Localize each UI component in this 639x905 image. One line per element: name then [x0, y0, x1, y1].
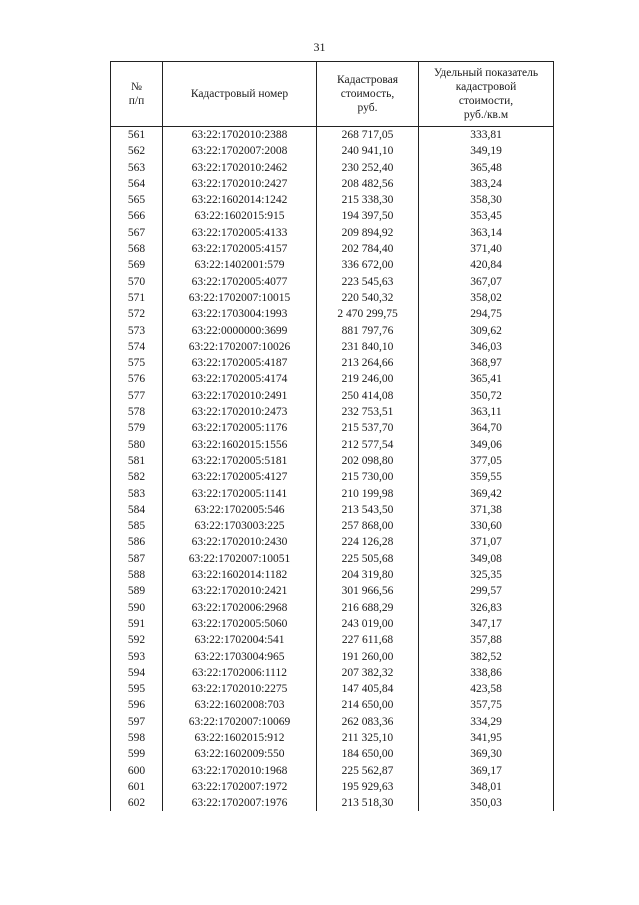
cell-row-number: 593 — [111, 649, 163, 665]
cell-cadastral-number: 63:22:1702005:4187 — [163, 355, 317, 371]
header-cadastral-number: Кадастровый номер — [163, 62, 317, 127]
cell-row-number: 595 — [111, 681, 163, 697]
table-row — [111, 437, 554, 453]
cell-cadastral-number: 63:22:1702010:2491 — [163, 388, 317, 404]
cell-specific-index: 349,06 — [419, 437, 554, 453]
table-row — [111, 697, 554, 713]
cell-cadastral-number: 63:22:1702010:2427 — [163, 176, 317, 192]
cell-cadastral-cost: 215 338,30 — [317, 192, 419, 208]
cell-cadastral-cost: 225 505,68 — [317, 551, 419, 567]
cell-row-number: 570 — [111, 274, 163, 290]
cell-specific-index: 346,03 — [419, 339, 554, 355]
table-row — [111, 534, 554, 550]
table-row — [111, 420, 554, 436]
header-cost-line1: Кадастровая — [336, 74, 399, 86]
cell-specific-index: 371,38 — [419, 502, 554, 518]
table-row — [111, 779, 554, 795]
cell-specific-index: 357,88 — [419, 632, 554, 648]
table-body — [111, 127, 554, 812]
cell-row-number: 599 — [111, 746, 163, 762]
cell-cadastral-number: 63:22:1702005:4077 — [163, 274, 317, 290]
cell-cadastral-cost: 225 562,87 — [317, 763, 419, 779]
cell-specific-index: 358,30 — [419, 192, 554, 208]
cell-cadastral-cost: 250 414,08 — [317, 388, 419, 404]
cell-row-number: 575 — [111, 355, 163, 371]
cell-row-number: 567 — [111, 225, 163, 241]
cell-cadastral-cost: 240 941,10 — [317, 143, 419, 159]
cell-cadastral-number: 63:22:1702007:1972 — [163, 779, 317, 795]
cell-cadastral-number: 63:22:1402001:579 — [163, 257, 317, 273]
cell-cadastral-cost: 210 199,98 — [317, 486, 419, 502]
table-row — [111, 192, 554, 208]
cell-cadastral-number: 63:22:0000000:3699 — [163, 323, 317, 339]
cell-specific-index: 348,01 — [419, 779, 554, 795]
cell-cadastral-number: 63:22:1702007:10026 — [163, 339, 317, 355]
cell-row-number: 597 — [111, 714, 163, 730]
table-row — [111, 241, 554, 257]
cell-cadastral-number: 63:22:1702010:1968 — [163, 763, 317, 779]
cell-row-number: 581 — [111, 453, 163, 469]
cell-cadastral-cost: 231 840,10 — [317, 339, 419, 355]
table-row — [111, 583, 554, 599]
cell-cadastral-number: 63:22:1702005:4127 — [163, 469, 317, 485]
cell-specific-index: 383,24 — [419, 176, 554, 192]
cell-specific-index: 377,05 — [419, 453, 554, 469]
table-row — [111, 600, 554, 616]
cell-row-number: 586 — [111, 534, 163, 550]
cell-cadastral-cost: 194 397,50 — [317, 208, 419, 224]
table-row — [111, 665, 554, 681]
header-cadastral-cost — [317, 62, 419, 127]
cell-cadastral-cost: 219 246,00 — [317, 371, 419, 387]
cell-cadastral-cost: 202 784,40 — [317, 241, 419, 257]
cell-cadastral-cost: 243 019,00 — [317, 616, 419, 632]
table-row — [111, 746, 554, 762]
table-row — [111, 486, 554, 502]
cell-specific-index: 369,17 — [419, 763, 554, 779]
cell-cadastral-number: 63:22:1702005:4174 — [163, 371, 317, 387]
cell-cadastral-number: 63:22:1702004:541 — [163, 632, 317, 648]
table-row — [111, 649, 554, 665]
header-row-number — [111, 62, 163, 127]
cell-cadastral-cost: 215 730,00 — [317, 469, 419, 485]
cell-cadastral-cost: 202 098,80 — [317, 453, 419, 469]
table-row — [111, 404, 554, 420]
table-row — [111, 763, 554, 779]
cell-specific-index: 423,58 — [419, 681, 554, 697]
cell-cadastral-number: 63:22:1702007:1976 — [163, 795, 317, 811]
cell-cadastral-cost: 209 894,92 — [317, 225, 419, 241]
cell-row-number: 566 — [111, 208, 163, 224]
cell-cadastral-number: 63:22:1702010:2421 — [163, 583, 317, 599]
cell-cadastral-number: 63:22:1702005:4157 — [163, 241, 317, 257]
cell-specific-index: 363,11 — [419, 404, 554, 420]
cell-cadastral-number: 63:22:1702007:10015 — [163, 290, 317, 306]
header-index-line2: кадастровой — [455, 81, 517, 93]
cell-specific-index: 365,48 — [419, 160, 554, 176]
cell-row-number: 577 — [111, 388, 163, 404]
cell-cadastral-number: 63:22:1702005:4133 — [163, 225, 317, 241]
table-row — [111, 225, 554, 241]
cell-specific-index: 330,60 — [419, 518, 554, 534]
header-index-line3: стоимости, — [458, 95, 514, 107]
cell-row-number: 591 — [111, 616, 163, 632]
header-cost-line2: стоимость, — [340, 88, 395, 100]
header-index-line4: руб./кв.м — [463, 109, 509, 121]
page-number: 31 — [313, 40, 326, 54]
cell-row-number: 573 — [111, 323, 163, 339]
cell-specific-index: 358,02 — [419, 290, 554, 306]
cell-row-number: 568 — [111, 241, 163, 257]
cell-specific-index: 364,70 — [419, 420, 554, 436]
table-row — [111, 371, 554, 387]
table-row — [111, 274, 554, 290]
table-row — [111, 143, 554, 159]
cell-row-number: 582 — [111, 469, 163, 485]
cell-cadastral-cost: 213 264,66 — [317, 355, 419, 371]
cell-cadastral-number: 63:22:1602014:1182 — [163, 567, 317, 583]
cell-cadastral-cost: 216 688,29 — [317, 600, 419, 616]
cell-specific-index: 347,17 — [419, 616, 554, 632]
cell-specific-index: 365,41 — [419, 371, 554, 387]
cell-cadastral-number: 63:22:1702005:5181 — [163, 453, 317, 469]
cell-specific-index: 353,45 — [419, 208, 554, 224]
cell-row-number: 561 — [111, 127, 163, 144]
cell-row-number: 584 — [111, 502, 163, 518]
cell-cadastral-number: 63:22:1702010:2430 — [163, 534, 317, 550]
cell-specific-index: 334,29 — [419, 714, 554, 730]
cell-specific-index: 359,55 — [419, 469, 554, 485]
cell-cadastral-number: 63:22:1702005:1141 — [163, 486, 317, 502]
cell-cadastral-number: 63:22:1702005:1176 — [163, 420, 317, 436]
cell-row-number: 601 — [111, 779, 163, 795]
table-row — [111, 567, 554, 583]
cell-row-number: 578 — [111, 404, 163, 420]
cell-specific-index: 369,42 — [419, 486, 554, 502]
cell-cadastral-number: 63:22:1703004:965 — [163, 649, 317, 665]
table-row — [111, 795, 554, 811]
cell-cadastral-number: 63:22:1703003:225 — [163, 518, 317, 534]
cell-cadastral-cost: 213 518,30 — [317, 795, 419, 811]
cell-row-number: 571 — [111, 290, 163, 306]
cell-cadastral-cost: 262 083,36 — [317, 714, 419, 730]
cell-row-number: 574 — [111, 339, 163, 355]
cell-specific-index: 338,86 — [419, 665, 554, 681]
cell-specific-index: 350,72 — [419, 388, 554, 404]
cell-specific-index: 326,83 — [419, 600, 554, 616]
cell-cadastral-cost: 223 545,63 — [317, 274, 419, 290]
table-row — [111, 208, 554, 224]
cell-cadastral-number: 63:22:1602014:1242 — [163, 192, 317, 208]
cell-specific-index: 350,03 — [419, 795, 554, 811]
table-row — [111, 127, 554, 144]
cell-cadastral-cost: 208 482,56 — [317, 176, 419, 192]
cell-specific-index: 341,95 — [419, 730, 554, 746]
cell-specific-index: 299,57 — [419, 583, 554, 599]
cell-specific-index: 371,40 — [419, 241, 554, 257]
cell-cadastral-cost: 301 966,56 — [317, 583, 419, 599]
cell-cadastral-cost: 224 126,28 — [317, 534, 419, 550]
cell-cadastral-number: 63:22:1702007:10069 — [163, 714, 317, 730]
cell-cadastral-number: 63:22:1703004:1993 — [163, 306, 317, 322]
cell-row-number: 562 — [111, 143, 163, 159]
cell-cadastral-cost: 204 319,80 — [317, 567, 419, 583]
cell-specific-index: 309,62 — [419, 323, 554, 339]
cell-row-number: 564 — [111, 176, 163, 192]
cell-cadastral-cost: 257 868,00 — [317, 518, 419, 534]
cell-specific-index: 367,07 — [419, 274, 554, 290]
table-row — [111, 306, 554, 322]
cell-row-number: 592 — [111, 632, 163, 648]
table-row — [111, 160, 554, 176]
cell-row-number: 594 — [111, 665, 163, 681]
header-index-line1: Удельный показатель — [433, 67, 539, 79]
table-row — [111, 681, 554, 697]
cell-specific-index: 420,84 — [419, 257, 554, 273]
cell-cadastral-cost: 191 260,00 — [317, 649, 419, 665]
cell-row-number: 576 — [111, 371, 163, 387]
cell-cadastral-number: 63:22:1702010:2462 — [163, 160, 317, 176]
table-row — [111, 469, 554, 485]
table-row — [111, 714, 554, 730]
cell-cadastral-cost: 2 470 299,75 — [317, 306, 419, 322]
cell-row-number: 580 — [111, 437, 163, 453]
cadastral-table — [110, 61, 554, 811]
cell-cadastral-cost: 213 543,50 — [317, 502, 419, 518]
cell-cadastral-cost: 220 540,32 — [317, 290, 419, 306]
cell-cadastral-cost: 214 650,00 — [317, 697, 419, 713]
cell-specific-index: 325,35 — [419, 567, 554, 583]
cell-cadastral-cost: 147 405,84 — [317, 681, 419, 697]
cell-cadastral-cost: 881 797,76 — [317, 323, 419, 339]
table-row — [111, 730, 554, 746]
table-row — [111, 551, 554, 567]
cell-specific-index: 333,81 — [419, 127, 554, 144]
header-num-line2: п/п — [128, 95, 145, 107]
cell-cadastral-number: 63:22:1702006:2968 — [163, 600, 317, 616]
cell-cadastral-number: 63:22:1702010:2473 — [163, 404, 317, 420]
table-header — [111, 62, 554, 127]
cell-cadastral-cost: 336 672,00 — [317, 257, 419, 273]
table-row — [111, 453, 554, 469]
cell-cadastral-cost: 184 650,00 — [317, 746, 419, 762]
cell-cadastral-cost: 230 252,40 — [317, 160, 419, 176]
cell-row-number: 598 — [111, 730, 163, 746]
cell-specific-index: 371,07 — [419, 534, 554, 550]
table-row — [111, 388, 554, 404]
cell-specific-index: 369,30 — [419, 746, 554, 762]
cell-specific-index: 294,75 — [419, 306, 554, 322]
table-row — [111, 502, 554, 518]
cell-row-number: 569 — [111, 257, 163, 273]
cell-cadastral-cost: 211 325,10 — [317, 730, 419, 746]
cell-cadastral-number: 63:22:1702010:2388 — [163, 127, 317, 144]
cell-row-number: 585 — [111, 518, 163, 534]
table-row — [111, 323, 554, 339]
table-row — [111, 176, 554, 192]
cell-cadastral-number: 63:22:1702007:10051 — [163, 551, 317, 567]
cell-row-number: 596 — [111, 697, 163, 713]
cell-row-number: 587 — [111, 551, 163, 567]
cell-specific-index: 357,75 — [419, 697, 554, 713]
cell-cadastral-cost: 227 611,68 — [317, 632, 419, 648]
cell-cadastral-cost: 195 929,63 — [317, 779, 419, 795]
cell-cadastral-number: 63:22:1702005:5060 — [163, 616, 317, 632]
cell-cadastral-number: 63:22:1602015:915 — [163, 208, 317, 224]
cell-row-number: 602 — [111, 795, 163, 811]
cell-row-number: 579 — [111, 420, 163, 436]
cell-row-number: 590 — [111, 600, 163, 616]
cell-cadastral-number: 63:22:1602015:1556 — [163, 437, 317, 453]
table-row — [111, 290, 554, 306]
cell-cadastral-number: 63:22:1702005:546 — [163, 502, 317, 518]
cell-row-number: 583 — [111, 486, 163, 502]
cell-specific-index: 363,14 — [419, 225, 554, 241]
cell-cadastral-number: 63:22:1602015:912 — [163, 730, 317, 746]
table-row — [111, 632, 554, 648]
cell-cadastral-cost: 215 537,70 — [317, 420, 419, 436]
table-row — [111, 616, 554, 632]
cell-cadastral-cost: 268 717,05 — [317, 127, 419, 144]
cell-cadastral-cost: 232 753,51 — [317, 404, 419, 420]
cell-row-number: 589 — [111, 583, 163, 599]
cell-cadastral-number: 63:22:1702010:2275 — [163, 681, 317, 697]
cell-row-number: 572 — [111, 306, 163, 322]
header-specific-index — [419, 62, 554, 127]
table-row — [111, 257, 554, 273]
table-row — [111, 518, 554, 534]
cell-specific-index: 349,08 — [419, 551, 554, 567]
cell-row-number: 600 — [111, 763, 163, 779]
cell-cadastral-number: 63:22:1702006:1112 — [163, 665, 317, 681]
cell-row-number: 563 — [111, 160, 163, 176]
header-num-line1: № — [131, 81, 142, 93]
cell-specific-index: 382,52 — [419, 649, 554, 665]
cell-specific-index: 368,97 — [419, 355, 554, 371]
cell-cadastral-number: 63:22:1702007:2008 — [163, 143, 317, 159]
table-row — [111, 355, 554, 371]
cell-specific-index: 349,19 — [419, 143, 554, 159]
table-row — [111, 339, 554, 355]
header-cost-line3: руб. — [357, 102, 378, 114]
header-row — [111, 62, 554, 127]
cell-cadastral-cost: 212 577,54 — [317, 437, 419, 453]
cell-cadastral-number: 63:22:1602009:550 — [163, 746, 317, 762]
cell-cadastral-number: 63:22:1602008:703 — [163, 697, 317, 713]
cell-row-number: 588 — [111, 567, 163, 583]
cell-row-number: 565 — [111, 192, 163, 208]
cell-cadastral-cost: 207 382,32 — [317, 665, 419, 681]
